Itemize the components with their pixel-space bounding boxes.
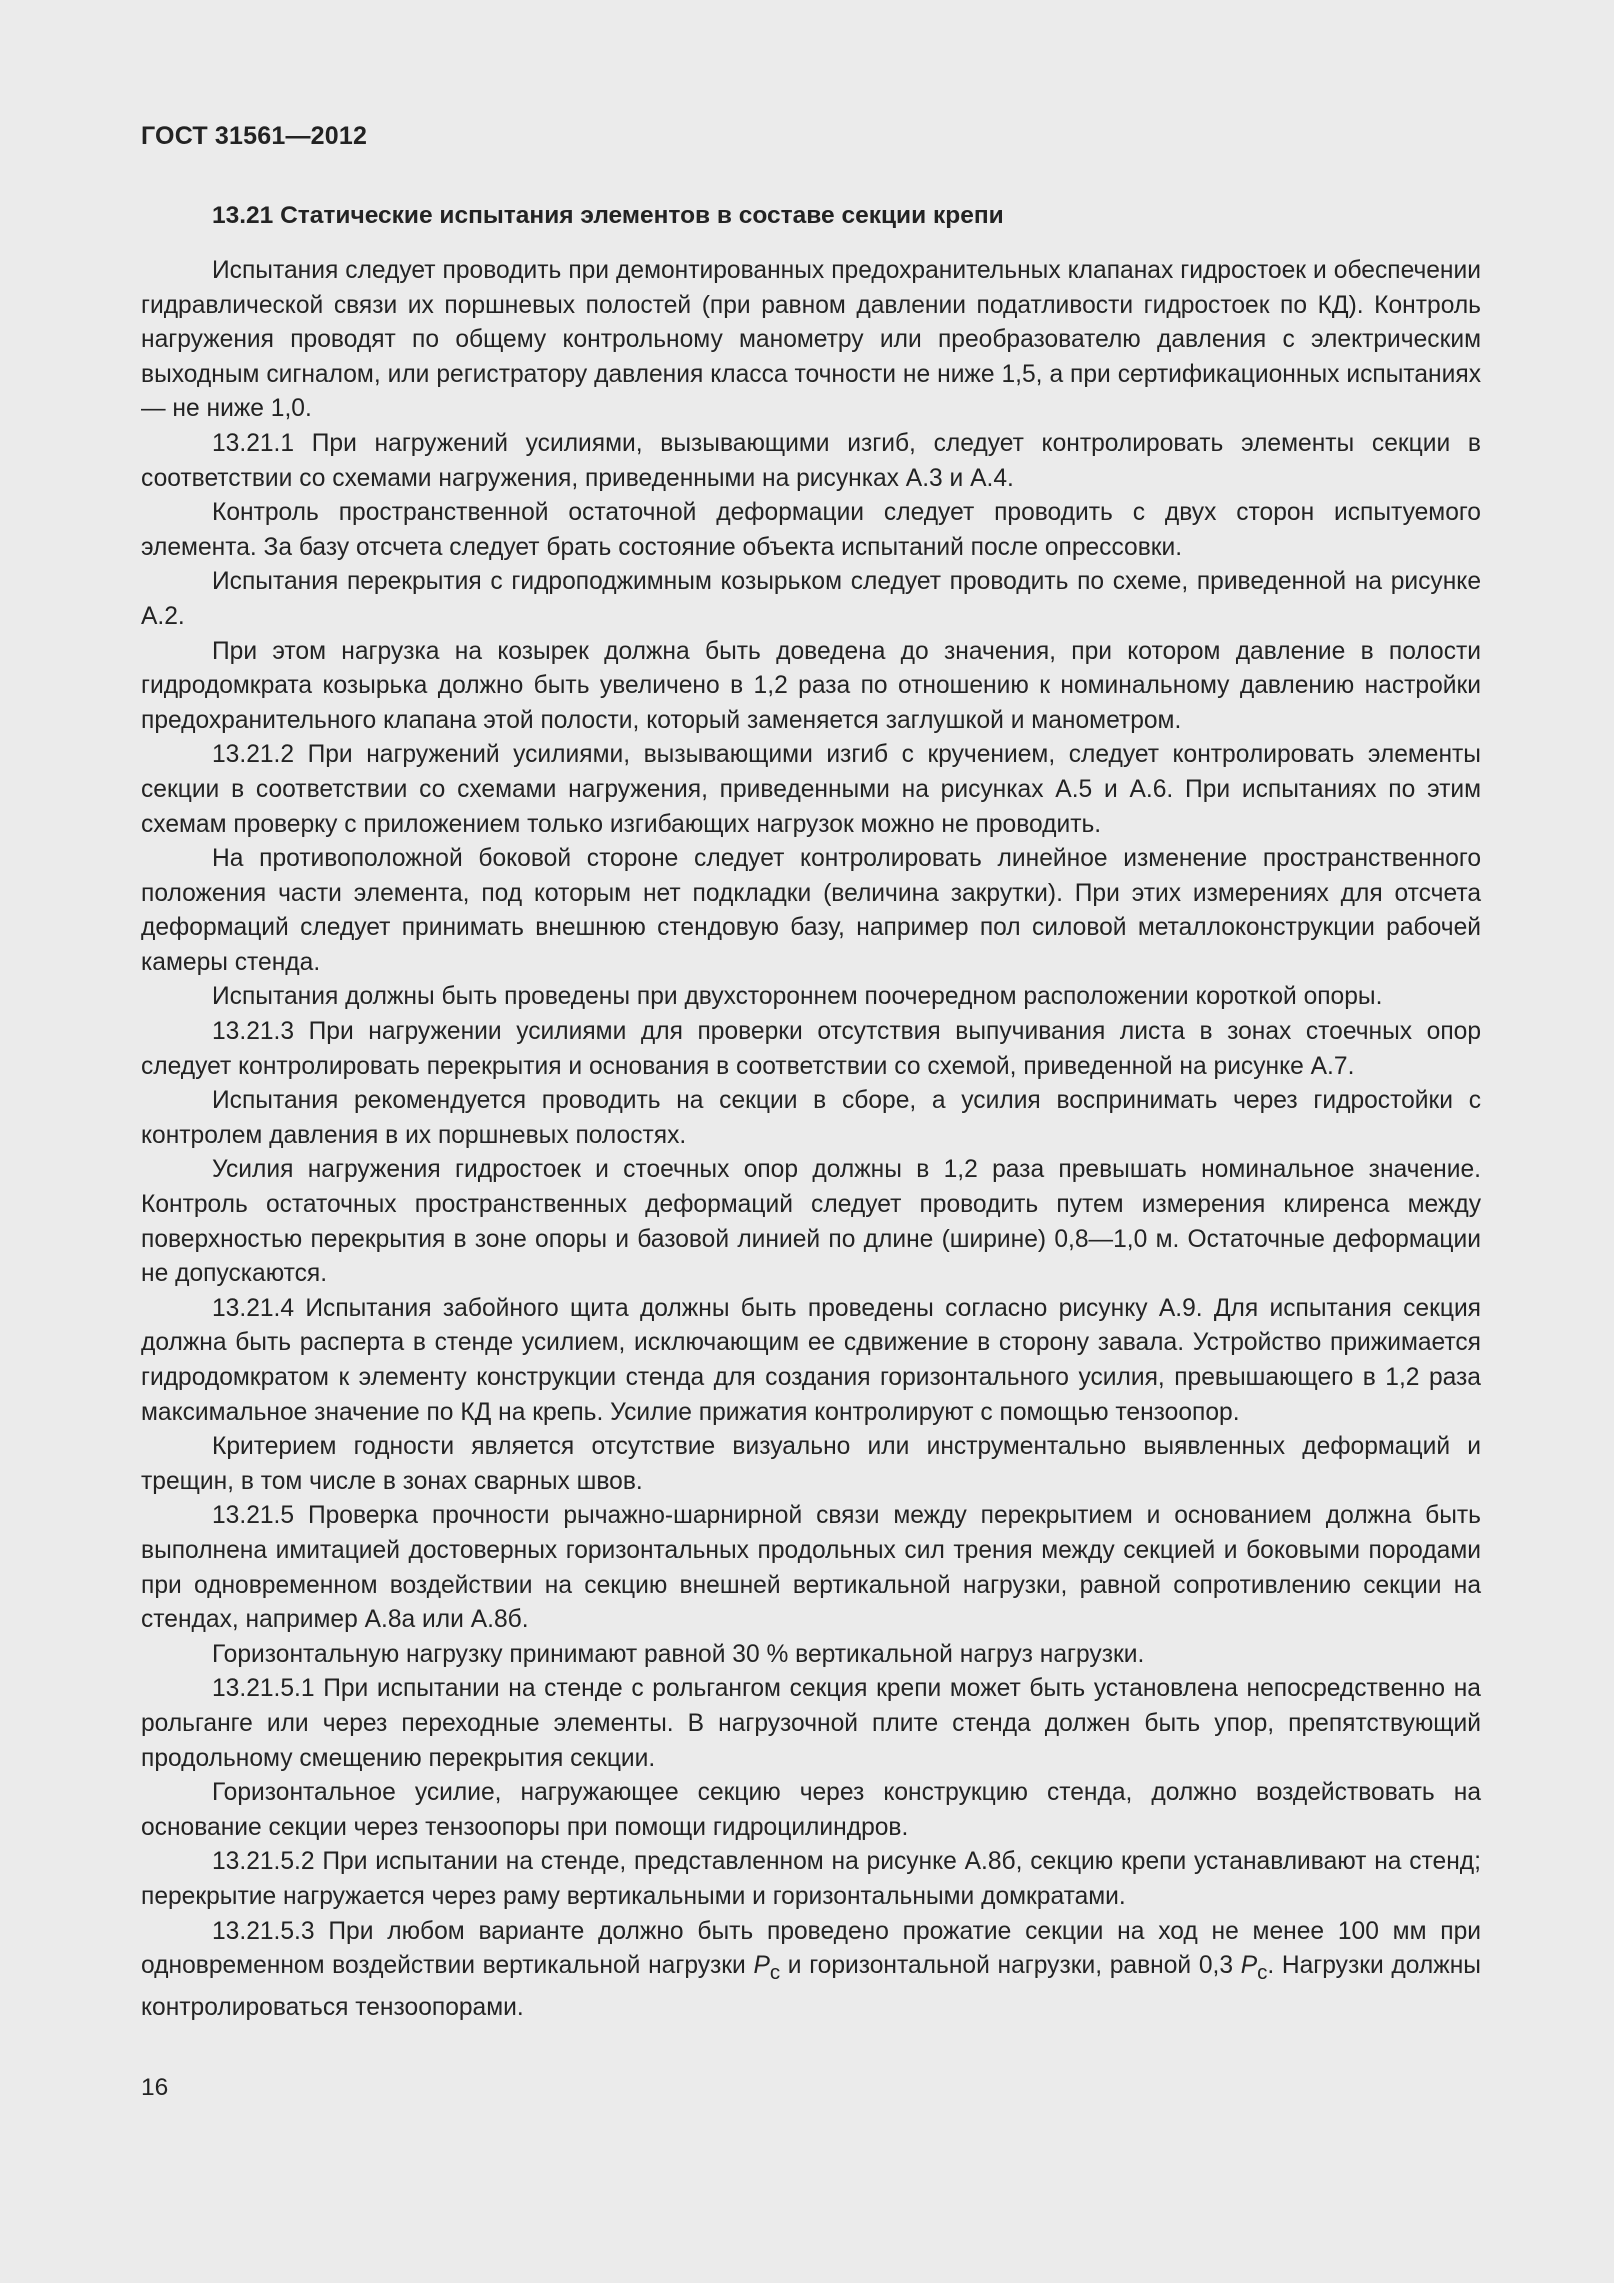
paragraph: 13.21.4 Испытания забойного щита должны быть проведены согласно рисунку А.9. Для испытания секция должна быть расперта в стенде усилием, исключающим ее сдвижение в сторону завала. Устройство прижимается гидродомкратом к элементу конструкции стенда для создания горизонтального усилия, превышающего в 1,2 раза максимальное значение по КД на крепь. Усилие прижатия контролируют с помощью тензоопор. [141,1294,1481,1426]
paragraph: Испытания следует проводить при демонтированных предохранительных клапанах гидростоек и обеспечении гидравлической связи их поршневых полостей (при равном давлении податливости гидростоек по КД). Контроль нагружения проводят по общему контрольному манометру или преобразователю давления с электрическим выходным сигналом, или регистратору давления класса точности не ниже 1,5, а при сертификационных испытаниях — не ниже 1,0. [141,257,1481,423]
paragraph: 13.21.5.2 При испытании на стенде, представленном на рисунке А.8б, секцию крепи устанавливают на стенд; перекрытие нагружается через раму вертикальными и горизонтальными домкратами. [141,1848,1481,1910]
document-code-header: ГОСТ 31561—2012 [141,122,368,150]
paragraph: 13.21.5 Проверка прочности рычажно-шарнирной связи между перекрытием и основанием должна быть выполнена имитацией достоверных горизонтальных продольных сил трения между секцией и боковыми породами при одновременном воздействии на секцию внешней вертикальной нагрузки, равной сопротивлению секции на стендах, например А.8а или А.8б. [141,1502,1481,1634]
paragraph-text: и горизонтальной нагрузки, равной 0,3 [780,1952,1241,1980]
paragraph-text: 13.21.5.3 При любом варианте должно быть проведено прожатие секции на ход не менее 100 мм при одновременном воздействии вертикальной нагрузки [141,1917,1481,1980]
load-subscript: c [1257,1961,1268,1984]
paragraph: Испытания должны быть проведены при двухстороннем поочередном расположении короткой опоры. [212,983,1383,1011]
paragraph-text: . Нагрузки должны контролироваться тензоопорами. [141,1952,1481,2021]
paragraph: 13.21.5.1 При испытании на стенде с рольгангом секция крепи может быть установлена непосредственно на рольганге или через переходные элементы. В нагрузочной плите стенда должен быть упор, препятствующий продольному смещению перекрытия секции. [141,1675,1481,1772]
load-subscript: c [769,1961,781,1984]
paragraph: 13.21.1 При нагружений усилиями, вызывающими изгиб, следует контролировать элементы секции в соответствии со схемами нагружения, приведенными на рисунках А.3 и А.4. [141,429,1481,492]
paragraph-last [141,1915,1481,2026]
paragraph: При этом нагрузка на козырек должна быть доведена до значения, при котором давление в полости гидродомкрата козырька должно быть увеличено в 1,2 раза по отношению к номинальному давлению настройки предохранительного клапана этой полости, который заменяется заглушкой и манометром. [141,637,1481,734]
paragraph: Горизонтальное усилие, нагружающее секцию через конструкцию стенда, должно воздействовать на основание секции через тензоопоры при помощи гидроцилиндров. [141,1779,1481,1841]
paragraph: На противоположной боковой стороне следует контролировать линейное изменение пространственного положения части элемента, под которым нет подкладки (величина закрутки). При этих измерениях для отсчета деформаций следует принимать внешнюю стендовую базу, например пол силовой металлоконструкции рабочей камеры стенда. [141,845,1481,976]
paragraph: 13.21.2 При нагружений усилиями, вызывающими изгиб с кручением, следует контролировать элементы секции в соответствии со схемами нагружения, приведенными на рисунках А.5 и А.6. При испытаниях по этим схемам проверку с приложением только изгибающих нагрузок можно не проводить. [141,741,1481,838]
load-symbol: P [1240,1952,1258,1980]
paragraph: 13.21.3 При нагружении усилиями для проверки отсутствия выпучивания листа в зонах стоечных опор следует контролировать перекрытия и основания в соответствии со схемой, приведенной на рисунке А.7. [141,1018,1481,1080]
paragraph: Горизонтальную нагрузку принимают равной 30 % вертикальной нагруз нагрузки. [212,1640,1145,1668]
paragraph: Испытания перекрытия с гидроподжимным козырьком следует проводить по схеме, приведенной на рисунке А.2. [141,568,1481,630]
paragraph: Усилия нагружения гидростоек и стоечных опор должны в 1,2 раза превышать номинальное значение. Контроль остаточных пространственных деформаций следует проводить путем измерения клиренса между поверхностью перекрытия в зоне опоры и базовой линией по длине (ширине) 0,8—1,0 м. Остаточные деформации не допускаются. [141,1156,1481,1288]
paragraph: Критерием годности является отсутствие визуально или инструментально выявленных деформаций и трещин, в том числе в зонах сварных швов. [141,1433,1481,1495]
page-number: 16 [141,2074,169,2101]
paragraph: Контроль пространственной остаточной деформации следует проводить с двух сторон испытуемого элемента. За базу отсчета следует брать состояние объекта испытаний после опрессовки. [141,499,1481,561]
paragraph: Испытания рекомендуется проводить на секции в сборе, а усилия воспринимать через гидростойки с контролем давления в их поршневых полостях. [141,1087,1481,1149]
section-heading: 13.21 Статические испытания элементов в составе секции крепи [212,202,1004,229]
body-text [141,254,1481,2025]
load-symbol: P [753,1952,770,1980]
